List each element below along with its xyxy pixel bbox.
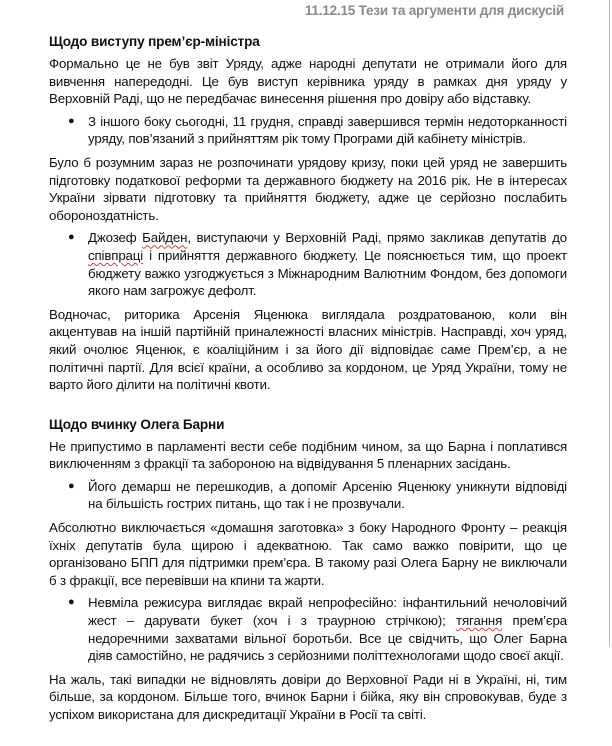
paragraph: Водночас, риторика Арсенія Яценюка виглядала роздратованою, коли він акцентував на іншій партійній приналежності власних міністрів. Насправді, хоч уряд, який очолює Яценюк, є коаліційним і за його дії відповідає саме Прем’єр, а не політичні партії. Для всієї країни, а особливо за кордоном, це Уряд України, тому не варто його ділити на політичні квоти. bbox=[49, 306, 567, 393]
bullet-icon: ● bbox=[68, 596, 75, 609]
paragraph: Було б розумним зараз не розпочинати урядову кризу, поки цей уряд не завершить підготовку податкової реформи та державного бюджету на 2016 рік. Не в інтересах України зірвати підготовку та прийняття бюджету, адже це серйозно послабить обороноздатність. bbox=[49, 154, 567, 223]
page-edge bbox=[609, 0, 610, 646]
paragraph: Формально це не був звіт Уряду, адже народні депутати не отримали його для вивчення напередодні. Це був виступ керівника уряду в рамках дня уряду у Верховній Раді, що не передбачає винесення рішення про довіру або відставку. bbox=[49, 56, 567, 107]
bullet-list bbox=[49, 229, 567, 299]
list-item: ● Його демарш не перешкодив, а допоміг Арсенію Яценюку уникнути відповіді на більшість гострих питань, що так і не прозвучали. bbox=[68, 478, 567, 512]
spellcheck-word[interactable]: тягання bbox=[456, 613, 503, 629]
section-heading: Щодо вчинку Олега Барни bbox=[49, 416, 225, 432]
page-header-title: 11.12.15 Тези та аргументи для дискусій bbox=[304, 3, 564, 18]
document-body bbox=[49, 33, 567, 746]
paragraph: Не припустимо в парламенті вести себе подібним чином, за що Барна і поплатився виключенням з фракції та забороною на відвідування 5 пленарних засідань. bbox=[49, 438, 567, 472]
section-barna-act bbox=[49, 416, 567, 724]
bullet-list bbox=[49, 478, 567, 513]
spellcheck-word[interactable]: співпраці bbox=[88, 247, 144, 263]
bullet-list bbox=[49, 113, 567, 148]
list-item: ● Джозеф Байден, виступаючи у Верховній Раді, прямо закликав депутатів до співпраці і прийняття державного бюджету. Це пояснюється тим, що проект бюджету важко узгоджується з Міжнародним Валютним Фондом, без допомоги якого нам загрожує дефолт. bbox=[68, 230, 568, 299]
list-item: ● З іншого боку сьогодні, 11 грудня, справді завершився термін недоторканності уряду, пов’язаний з прийняттям рік тому Програми дій кабінету міністрів. bbox=[68, 113, 567, 147]
bullet-icon: ● bbox=[68, 231, 75, 244]
list-item: ● Невміла режисура виглядає вкрай непрофесійно: інфантильний нечоловічий жест – дарувати букет (хоч і з траурною стрічкою); тягання прем’єра недоречними захватами вільної боротьби. Все це свідчить, що Олег Барна діяв самостійно, не радячись з серйозними політтехнологами щодо своєї акції. bbox=[68, 595, 567, 664]
bullet-list bbox=[49, 594, 567, 664]
section-pm-speech bbox=[49, 33, 567, 394]
section-heading: Щодо виступу прем’єр-міністра bbox=[49, 34, 260, 49]
paragraph: Абсолютно виключається «домашня заготовка» з боку Народного Фронту – реакція їхніх депутатів була щирою і адекватною. Так само важко повірити, що це організовано БПП для підтримки прем’єра. В такому разі Олега Барну не виключали б з фракції, все перевівши на кпини та жарти. bbox=[49, 520, 567, 588]
paragraph: На жаль, такі випадки не відновлять довіри до Верховної Ради ні в Україні, ні, тим більше, за кордоном. Більше того, вчинок Барни і бійка, яку він спровокував, буде з успіхом використана для дискредитації України в Росії та світі. bbox=[49, 671, 567, 722]
bullet-icon: ● bbox=[68, 479, 75, 492]
bullet-icon: ● bbox=[68, 114, 75, 127]
spellcheck-word[interactable]: Байден bbox=[142, 230, 188, 246]
